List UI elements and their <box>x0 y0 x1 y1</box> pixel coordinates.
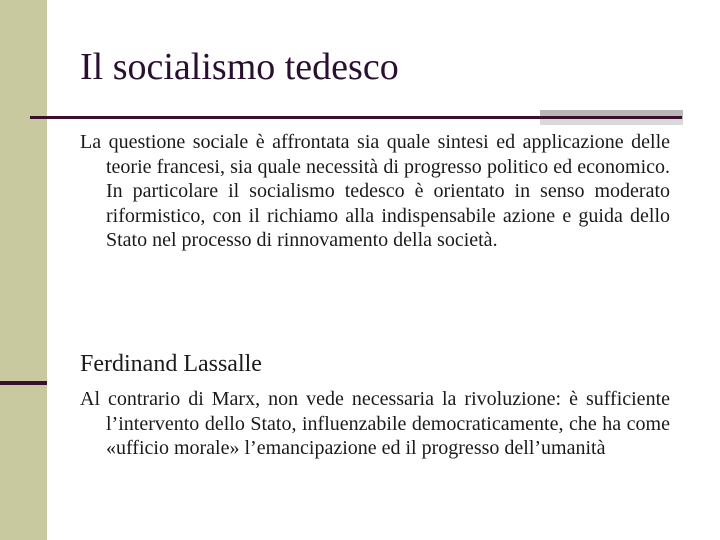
section-subheading: Ferdinand Lassalle <box>80 351 262 377</box>
left-decorative-sidebar <box>0 0 47 540</box>
body-paragraph-1: La questione sociale è affrontata sia quale sintesi ed applicazione delle teorie francesi, sia quale necessità di progresso politico ed economico. In particolare il socialismo tedesco è orientato in senso moderato riformistico, con il richiamo alla indispensabile azione e guida dello Stato nel processo di rinnovamento della società. <box>80 131 670 251</box>
body-paragraph-2: Al contrario di Marx, non vede necessaria la rivoluzione: è sufficiente l’intervento dello Stato, influenzabile democraticamente, che ha come «ufficio morale» l’emancipazione ed il progresso dell’umanità <box>80 388 670 459</box>
sidebar-accent-stripe <box>0 381 47 385</box>
slide-title: Il socialismo tedesco <box>80 46 399 88</box>
title-rule-accent-shadow <box>540 119 683 125</box>
title-divider <box>30 116 682 119</box>
